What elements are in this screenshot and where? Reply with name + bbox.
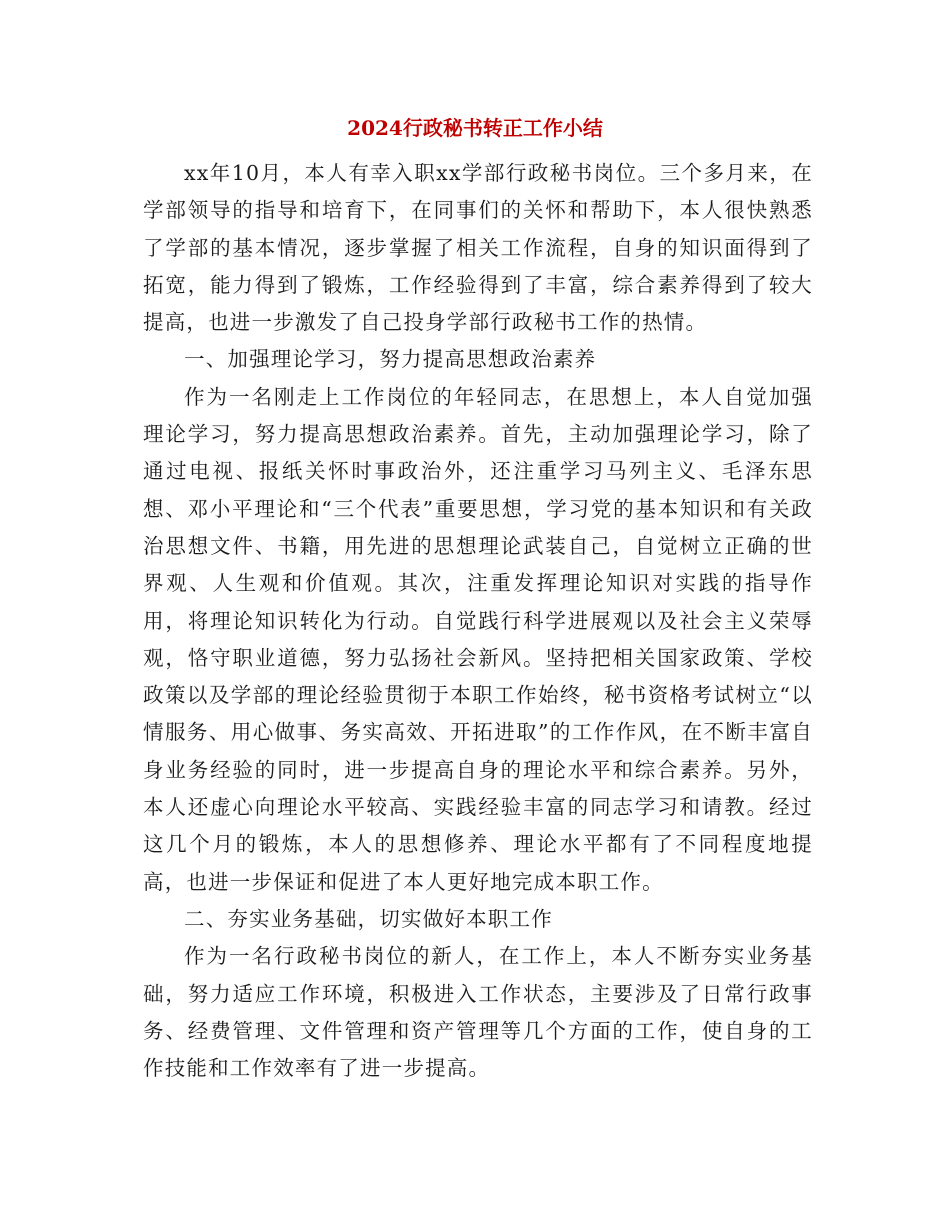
document-body	[143, 155, 813, 1087]
section-heading-1: 一、加强理论学习，努力提高思想政治素养	[184, 347, 597, 372]
paragraph-section-1: 作为一名刚走上工作岗位的年轻同志，在思想上，本人自觉加强理论学习，努力提高思想政治素养。首先，主动加强理论学习，除了通过电视、报纸关怀时事政治外，还注重学习马列主义、毛泽东思想、邓小平理论和“三个代表”重要思想，学习党的基本知识和有关政治思想文件、书籍，用先进的思想理论武装自己，自觉树立正确的世界观、人生观和价值观。其次，注重发挥理论知识对实践的指导作用，将理论知识转化为行动。自觉践行科学进展观以及社会主义荣辱观，恪守职业道德，努力弘扬社会新风。坚持把相关国家政策、学校政策以及学部的理论经验贯彻于本职工作始终，秘书资格考试树立“以情服务、用心做事、务实高效、开拓进取”的工作作风，在不断丰富自身业务经验的同时，进一步提高自身的理论水平和综合素养。另外，本人还虚心向理论水平较高、实践经验丰富的同志学习和请教。经过这几个月的锻炼，本人的思想修养、理论水平都有了不同程度地提高，也进一步保证和促进了本人更好地完成本职工作。	[143, 384, 813, 894]
paragraph-section-2: 作为一名行政秘书岗位的新人，在工作上，本人不断夯实业务基础，努力适应工作环境，积极进入工作状态，主要涉及了日常行政事务、经费管理、文件管理和资产管理等几个方面的工作，使自身的工作技能和工作效率有了进一步提高。	[143, 944, 813, 1081]
section-heading-2: 二、夯实业务基础，切实做好本职工作	[184, 906, 553, 931]
document-title: 2024行政秘书转正工作小结	[347, 116, 603, 140]
paragraph-intro: xx年10月，本人有幸入职xx学部行政秘书岗位。三个多月来，在学部领导的指导和培育下，在同事们的关怀和帮助下，本人很快熟悉了学部的基本情况，逐步掌握了相关工作流程，自身的知识面得到了拓宽，能力得到了锻炼，工作经验得到了丰富，综合素养得到了较大提高，也进一步激发了自己投身学部行政秘书工作的热情。	[143, 161, 813, 335]
